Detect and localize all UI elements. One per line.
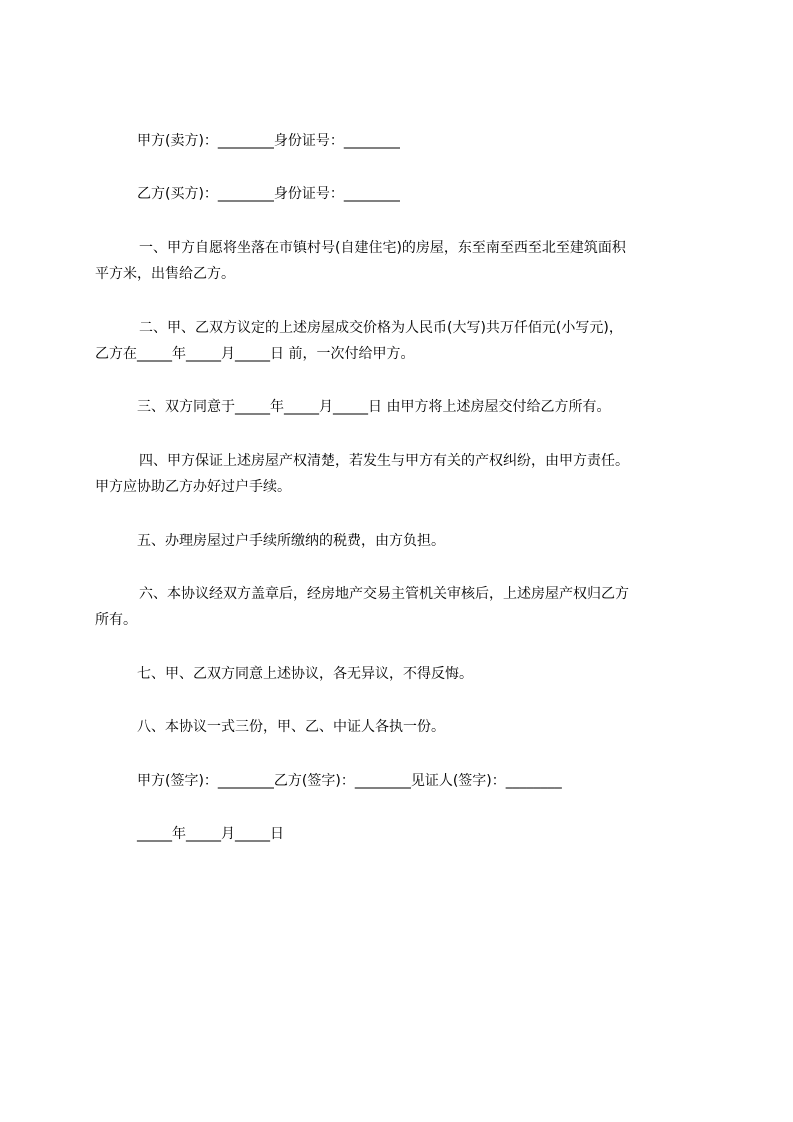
clause-5-line-1: 五、办理房屋过户手续所缴纳的税费，由方负担。 xyxy=(137,533,445,549)
clause-4-line-1: 四、甲方保证上述房屋产权清楚，若发生与甲方有关的产权纠纷，由甲方责任。 xyxy=(139,453,629,469)
signature-line: 甲方(签字)：________乙方(签字)：________见证人(签字)：________ xyxy=(137,773,562,789)
party-b-line: 乙方(买方)：________身份证号：________ xyxy=(137,186,400,202)
clause-7-line-1: 七、甲、乙双方同意上述协议，各无异议，不得反悔。 xyxy=(137,666,473,682)
party-a-line: 甲方(卖方)：________身份证号：________ xyxy=(137,133,400,149)
clause-6-line-2: 所有。 xyxy=(95,612,137,628)
date-line: _____年_____月_____日 xyxy=(137,826,284,842)
clause-6-line-1: 六、本协议经双方盖章后，经房地产交易主管机关审核后，上述房屋产权归乙方 xyxy=(139,586,629,602)
clause-1-line-1: 一、甲方自愿将坐落在市镇村号(自建住宅)的房屋，东至南至西至北至建筑面积 xyxy=(139,240,626,256)
clause-2-line-2: 乙方在_____年_____月_____日 前，一次付给甲方。 xyxy=(95,346,415,362)
clause-3-line-1: 三、双方同意于_____年_____月_____日 由甲方将上述房屋交付给乙方所有。 xyxy=(137,399,611,415)
clause-8-line-1: 八、本协议一式三份，甲、乙、中证人各执一份。 xyxy=(137,719,445,735)
clause-4-line-2: 甲方应协助乙方办好过户手续。 xyxy=(95,479,291,495)
clause-1-line-2: 平方米，出售给乙方。 xyxy=(95,266,235,282)
clause-2-line-1: 二、甲、乙双方议定的上述房屋成交价格为人民币(大写)共万仟佰元(小写元)， xyxy=(139,320,623,336)
